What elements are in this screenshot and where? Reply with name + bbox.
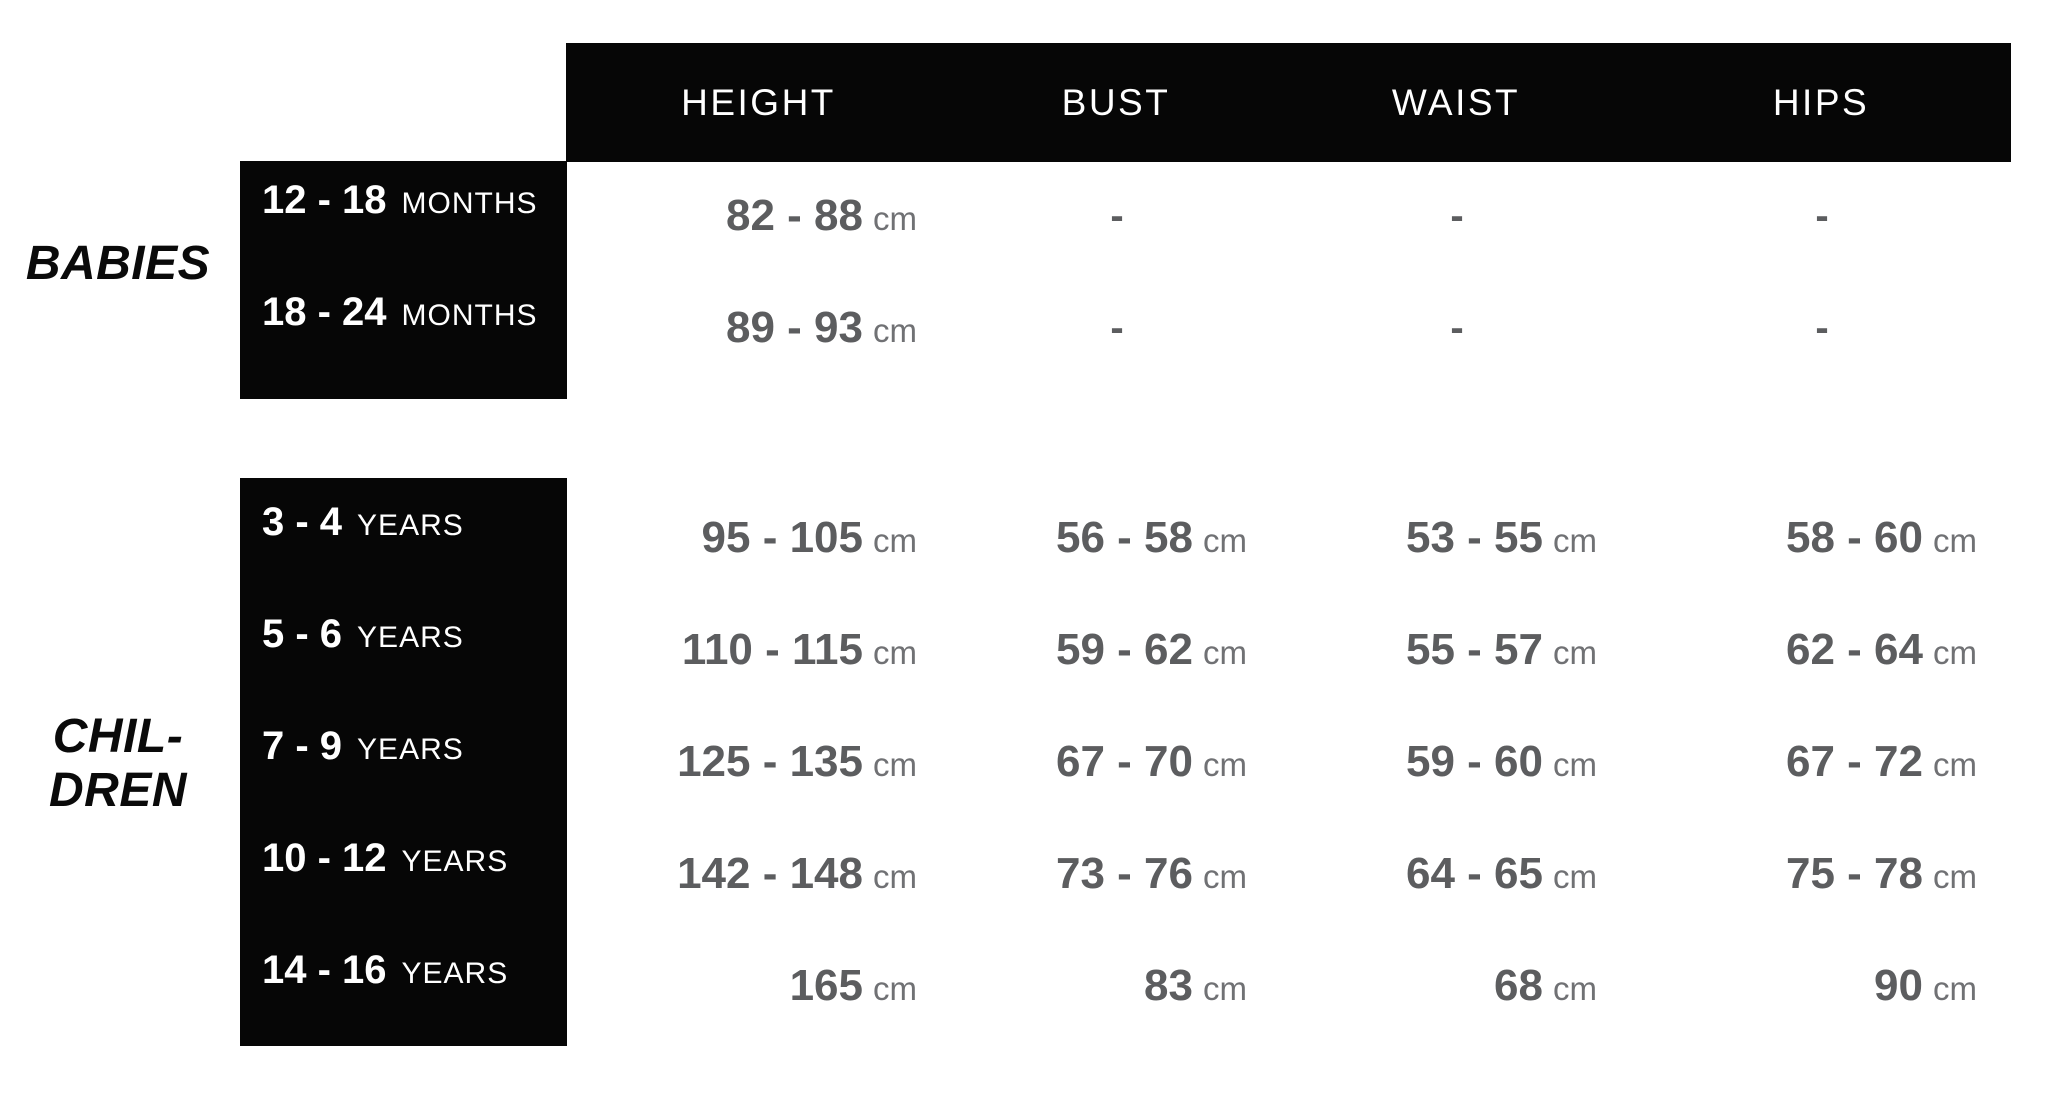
size-range: 12 - 18 <box>262 177 387 222</box>
column-header-bust: BUST <box>1061 81 1171 123</box>
row-label <box>240 724 567 769</box>
table-row <box>0 160 2012 272</box>
waist-cell: - <box>1450 305 1464 350</box>
bust-cell: - <box>1110 193 1124 238</box>
group-label-text: DREN <box>48 764 187 817</box>
size-unit: YEARS <box>401 956 509 990</box>
bust-cell: 73 - 76 cm <box>1056 849 1247 898</box>
size-unit: YEARS <box>357 620 464 654</box>
waist-cell: 53 - 55 cm <box>1406 513 1597 562</box>
height-cell: 82 - 88 cm <box>726 191 917 240</box>
group-label-text: BABIES <box>25 237 211 290</box>
column-header-hips: HIPS <box>1772 81 1870 123</box>
row-label <box>240 612 567 657</box>
row-label <box>240 836 567 881</box>
size-unit: YEARS <box>357 732 464 766</box>
row-label <box>240 178 567 223</box>
height-cell: 95 - 105 cm <box>701 513 917 562</box>
table-row <box>0 930 2012 1042</box>
size-unit: MONTHS <box>401 298 538 332</box>
row-label <box>240 948 567 993</box>
size-range: 7 - 9 <box>262 723 343 768</box>
waist-cell: 55 - 57 cm <box>1406 625 1597 674</box>
hips-cell: - <box>1815 193 1829 238</box>
table-row <box>0 818 2012 930</box>
size-unit: YEARS <box>357 508 464 542</box>
hips-cell: 67 - 72 cm <box>1786 737 1977 786</box>
bust-cell: 56 - 58 cm <box>1056 513 1247 562</box>
size-range: 18 - 24 <box>262 289 387 334</box>
row-label <box>240 290 567 335</box>
hips-cell: - <box>1815 305 1829 350</box>
height-cell: 89 - 93 cm <box>726 303 917 352</box>
size-unit: MONTHS <box>401 186 538 220</box>
height-cell: 142 - 148 cm <box>677 849 917 898</box>
hips-cell: 75 - 78 cm <box>1786 849 1977 898</box>
table-row <box>0 706 2012 818</box>
table-row <box>0 482 2012 594</box>
waist-cell: 64 - 65 cm <box>1406 849 1597 898</box>
size-range: 5 - 6 <box>262 611 343 656</box>
waist-cell: 59 - 60 cm <box>1406 737 1597 786</box>
group-label-text: CHIL- <box>52 710 184 763</box>
table-row <box>0 272 2012 384</box>
size-unit: YEARS <box>401 844 509 878</box>
row-label <box>240 500 567 545</box>
waist-cell: - <box>1450 193 1464 238</box>
column-header-waist: WAIST <box>1391 81 1521 123</box>
height-cell: 125 - 135 cm <box>677 737 917 786</box>
size-range: 3 - 4 <box>262 499 343 544</box>
hips-cell: 58 - 60 cm <box>1786 513 1977 562</box>
hips-cell: 90 cm <box>1874 961 1977 1010</box>
size-range: 10 - 12 <box>262 835 387 880</box>
column-header-height: HEIGHT <box>681 81 836 123</box>
table-header-bar <box>566 43 2011 162</box>
height-cell: 165 cm <box>789 961 917 1010</box>
bust-cell: 67 - 70 cm <box>1056 737 1247 786</box>
bust-cell: - <box>1110 305 1124 350</box>
hips-cell: 62 - 64 cm <box>1786 625 1977 674</box>
height-cell: 110 - 115 cm <box>681 625 917 674</box>
size-range: 14 - 16 <box>262 947 387 992</box>
bust-cell: 83 cm <box>1144 961 1247 1010</box>
waist-cell: 68 cm <box>1494 961 1597 1010</box>
bust-cell: 59 - 62 cm <box>1056 625 1247 674</box>
table-row <box>0 594 2012 706</box>
